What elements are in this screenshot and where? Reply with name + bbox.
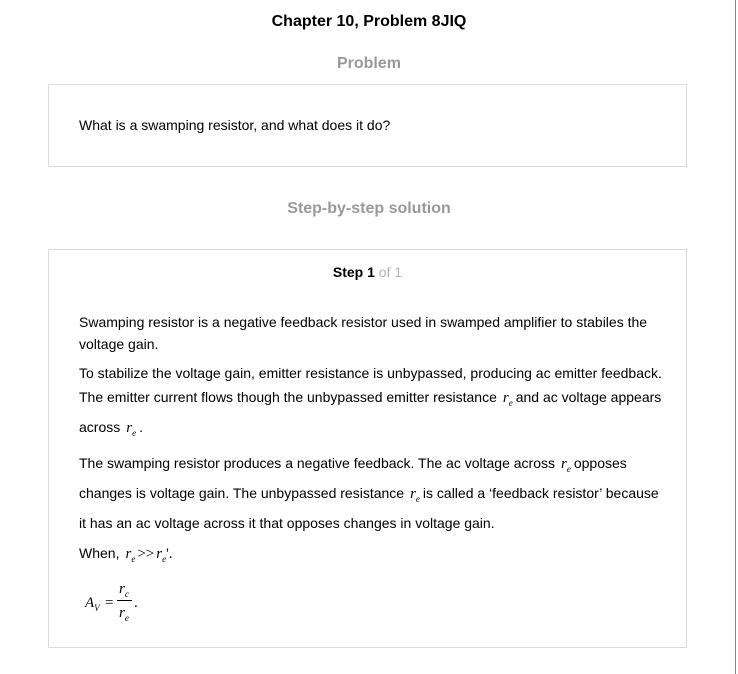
condition-rhs: r [156, 546, 163, 562]
solution-heading: Step-by-step solution [287, 200, 451, 217]
re-symbol [120, 420, 139, 436]
re-symbol-base: r [502, 390, 509, 406]
solution-box [48, 249, 687, 648]
formula-denominator-base: r [119, 605, 125, 621]
formula-lhs-sub: V [94, 603, 100, 613]
re-symbol-base: r [410, 486, 416, 502]
condition-expression [119, 546, 175, 562]
condition-rhs-sub: e [162, 554, 167, 564]
paragraph-definition-text: Swamping resistor is a negative feedback resistor used in swamped amplifier to stabiles the voltage gain. [79, 314, 648, 352]
formula-denominator-sub: e [124, 613, 129, 623]
when-label: When, [79, 545, 120, 561]
step-count: of 1 [374, 264, 403, 280]
problem-box [48, 84, 687, 167]
step-label: Step 1 [332, 264, 375, 280]
re-symbol-base: r [561, 456, 567, 472]
formula-equals: = [105, 595, 114, 611]
page-right-border [735, 0, 736, 674]
formula-end: . [134, 595, 138, 611]
solution-body [79, 311, 664, 627]
paragraph-definition [79, 311, 664, 355]
paragraph-feedback [79, 451, 664, 535]
paragraph-feedback-text-3: is called a ‘feedback resistor’ because it has an ac voltage across it that opposes changes in voltage gain. [79, 485, 659, 531]
formula-lhs [85, 591, 100, 620]
formula-numerator-sub: c [124, 589, 129, 599]
paragraph-stabilize-text-3: . [139, 419, 143, 435]
page-title: Chapter 10, Problem 8JIQ [271, 13, 467, 30]
condition-suffix: '. [166, 546, 173, 562]
paragraph-feedback-text-2: opposes changes is voltage gain. The unbypassed resistance [79, 455, 627, 501]
step-header [49, 263, 686, 281]
re-symbol-sub: e [508, 398, 513, 408]
re-symbol-sub: e [566, 464, 571, 474]
re-symbol [555, 456, 574, 472]
paragraph-feedback-text-1: The swamping resistor produces a negative feedback. The ac voltage across [79, 455, 555, 471]
problem-text: What is a swamping resistor, and what does it do? [79, 117, 391, 133]
condition-operator: >> [137, 546, 155, 562]
formula-numerator-base: r [119, 581, 125, 597]
paragraph-condition [79, 541, 664, 571]
re-symbol-sub: e [132, 428, 137, 438]
paragraph-stabilize [79, 361, 664, 445]
voltage-gain-formula [79, 577, 664, 627]
re-symbol [497, 390, 516, 406]
condition-lhs: r [125, 546, 132, 562]
formula-lhs-base: A [85, 595, 95, 611]
problem-heading: Problem [336, 55, 401, 72]
paragraph-stabilize-text-2: and ac voltage appears across [79, 389, 662, 435]
condition-lhs-sub: e [131, 554, 136, 564]
paragraph-stabilize-text-1: To stabilize the voltage gain, emitter resistance is unbypassed, producing ac emitter feedback. The emitter current flows though the unbypassed emitter resistance [79, 365, 662, 405]
re-symbol-sub: e [415, 494, 420, 504]
formula-denominator [119, 601, 129, 630]
re-symbol [404, 486, 423, 502]
re-symbol-base: r [126, 420, 133, 436]
